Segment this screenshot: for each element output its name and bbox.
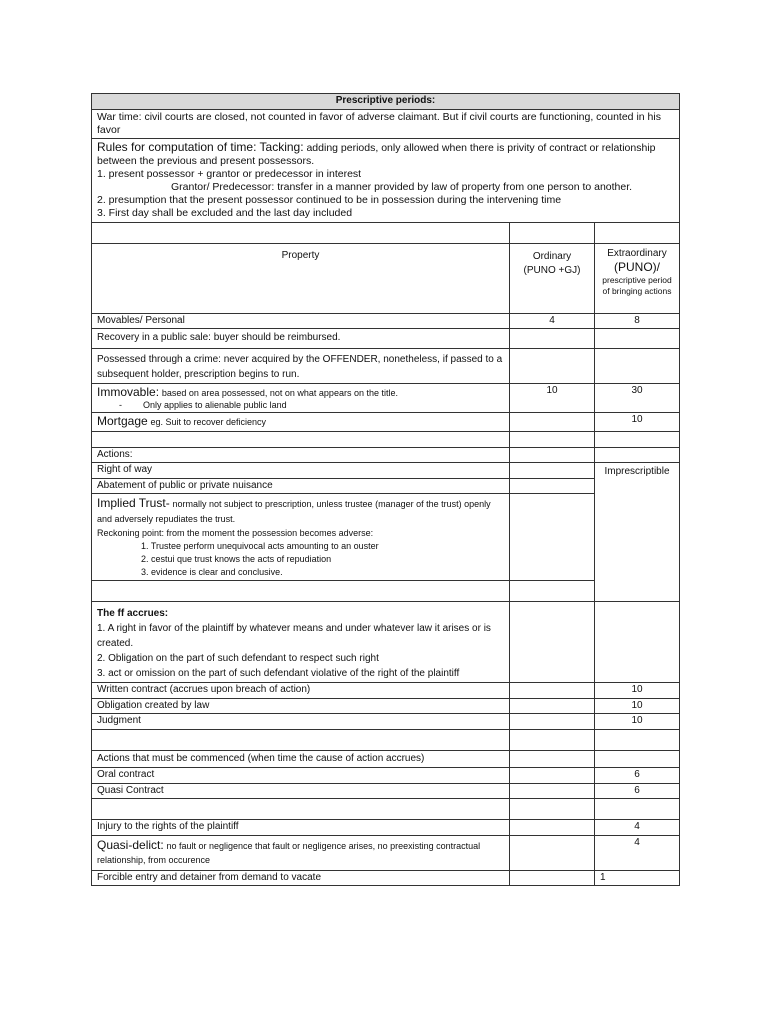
empty-cell — [510, 783, 595, 799]
right-of-way: Right of way — [92, 463, 510, 479]
empty-cell — [92, 222, 510, 243]
empty-cell — [510, 413, 595, 432]
war-time-note: War time: civil courts are closed, not counted in favor of adverse claimant. But if civil courts are functioning, counted in his favor — [92, 109, 680, 138]
mortgage-cell — [92, 413, 510, 432]
header-ordinary — [510, 243, 595, 313]
empty-cell — [510, 222, 595, 243]
empty-cell — [510, 820, 595, 836]
immovable-sub-text: Only applies to alienable public land — [143, 400, 287, 410]
empty-cell — [92, 799, 510, 820]
empty-cell — [510, 581, 595, 602]
reckoning-item: 1. Trustee perform unequivocal acts amounting to an ouster — [141, 541, 379, 552]
empty-cell — [510, 463, 595, 479]
empty-cell — [510, 348, 595, 383]
mortgage-desc: eg. Suit to recover deficiency — [150, 417, 267, 428]
empty-cell — [595, 348, 680, 383]
rules-item: 2. presumption that the present possessor continued to be in possession during the intervening time — [97, 194, 562, 207]
rules-intro: adding periods, only allowed when there is privity of contract or relationship between the previous and present possessors. — [97, 141, 656, 167]
empty-cell — [510, 602, 595, 683]
empty-cell — [510, 478, 595, 494]
movables-ordinary: 4 — [510, 313, 595, 329]
implied-trust-cell — [92, 494, 510, 581]
immovable-desc: based on area possessed, not on what appears on the title. — [161, 387, 398, 398]
prescriptive-periods-table — [91, 93, 680, 886]
oral-contract-value: 6 — [595, 768, 680, 784]
obligation-by-law: Obligation created by law — [92, 698, 510, 714]
mortgage-label: Mortgage — [97, 414, 148, 429]
quasi-delict-desc: no fault or negligence that fault or negligence arises, no preexisting contractual relationship, from occurence — [97, 840, 481, 866]
mortgage-extraordinary: 10 — [595, 413, 680, 432]
immovable-cell — [92, 383, 510, 413]
header-extraordinary-note: prescriptive period of bringing actions — [602, 275, 672, 297]
actions-commenced: Actions that must be commenced (when time the cause of action accrues) — [92, 750, 510, 768]
reckoning-item: 2. cestui que trust knows the acts of repudiation — [141, 554, 332, 565]
quasi-delict-label: Quasi-delict: — [97, 837, 164, 852]
header-extraordinary-label: Extraordinary — [607, 247, 667, 259]
judgment-value: 10 — [595, 714, 680, 730]
empty-cell — [92, 729, 510, 750]
empty-cell — [510, 698, 595, 714]
empty-cell — [510, 870, 595, 886]
quasi-delict-cell — [92, 835, 510, 870]
forcible-entry: Forcible entry and detainer from demand to vacate — [92, 870, 510, 886]
empty-cell — [510, 799, 595, 820]
actions-label: Actions: — [92, 447, 510, 463]
table-title: Prescriptive periods: — [92, 94, 680, 110]
reckoning-point: Reckoning point: from the moment the possession becomes adverse: — [97, 528, 374, 539]
empty-cell — [595, 799, 680, 820]
reckoning-item: 3. evidence is clear and conclusive. — [141, 567, 283, 578]
empty-cell — [510, 768, 595, 784]
empty-cell — [510, 329, 595, 349]
accrues-item: 1. A right in favor of the plaintiff by whatever means and under whatever law it arises or is created. — [97, 623, 491, 650]
empty-cell — [595, 750, 680, 768]
empty-cell — [92, 431, 510, 447]
immovable-sub — [97, 400, 504, 411]
implied-trust-label: Implied Trust- — [97, 496, 170, 511]
empty-cell — [595, 222, 680, 243]
header-extraordinary — [595, 243, 680, 313]
injury-value: 4 — [595, 820, 680, 836]
forcible-entry-value: 1 — [595, 870, 680, 886]
obligation-value: 10 — [595, 698, 680, 714]
empty-cell — [510, 683, 595, 699]
abatement: Abatement of public or private nuisance — [92, 478, 510, 494]
rules-item: 3. First day shall be excluded and the last day included — [97, 207, 353, 220]
judgment: Judgment — [92, 714, 510, 730]
written-contract-value: 10 — [595, 683, 680, 699]
oral-contract: Oral contract — [92, 768, 510, 784]
injury-rights: Injury to the rights of the plaintiff — [92, 820, 510, 836]
header-property: Property — [92, 243, 510, 313]
empty-cell — [510, 431, 595, 447]
rules-item: Grantor/ Predecessor: transfer in a manner provided by law of property from one person to another. — [171, 181, 633, 194]
empty-cell — [510, 714, 595, 730]
movables-label: Movables/ Personal — [92, 313, 510, 329]
immovable-ordinary: 10 — [510, 383, 595, 413]
empty-cell — [510, 835, 595, 870]
rules-heading: Rules for computation of time: Tacking: — [97, 139, 304, 154]
quasi-delict-value: 4 — [595, 835, 680, 870]
movables-note-1: Recovery in a public sale: buyer should be reimbursed. — [92, 329, 510, 349]
implied-trust-desc: normally not subject to prescription, unless trustee (manager of the trust) openly and adversely repudiates the trust. — [97, 499, 491, 524]
immovable-extraordinary: 30 — [595, 383, 680, 413]
empty-cell — [595, 602, 680, 683]
rules-section — [92, 138, 680, 222]
immovable-label: Immovable: — [97, 384, 160, 399]
rules-item: 1. present possessor + grantor or predecessor in interest — [97, 168, 362, 180]
header-extraordinary-sub: (PUNO)/ — [614, 260, 660, 274]
accrues-cell — [92, 602, 510, 683]
empty-cell — [595, 329, 680, 349]
empty-cell — [595, 447, 680, 463]
accrues-item: 2. Obligation on the part of such defendant to respect such right — [97, 653, 379, 665]
imprescriptible-cell: Imprescriptible — [595, 463, 680, 602]
dash-mark: - — [119, 400, 122, 410]
accrues-item: 3. act or omission on the part of such defendant violative of the right of the plaintiff — [97, 668, 460, 680]
movables-extraordinary: 8 — [595, 313, 680, 329]
movables-note-2: Possessed through a crime: never acquired by the OFFENDER, nonetheless, if passed to a subsequent holder, prescription begins to run. — [92, 348, 510, 383]
header-ordinary-sub: (PUNO +GJ) — [523, 264, 581, 276]
empty-cell — [510, 729, 595, 750]
empty-cell — [510, 494, 595, 581]
written-contract: Written contract (accrues upon breach of action) — [92, 683, 510, 699]
quasi-contract-value: 6 — [595, 783, 680, 799]
header-ordinary-label: Ordinary — [532, 250, 572, 262]
empty-cell — [595, 431, 680, 447]
empty-cell — [92, 581, 510, 602]
empty-cell — [510, 750, 595, 768]
quasi-contract: Quasi Contract — [92, 783, 510, 799]
empty-cell — [595, 729, 680, 750]
accrues-label: The ff accrues: — [97, 608, 169, 620]
empty-cell — [510, 447, 595, 463]
